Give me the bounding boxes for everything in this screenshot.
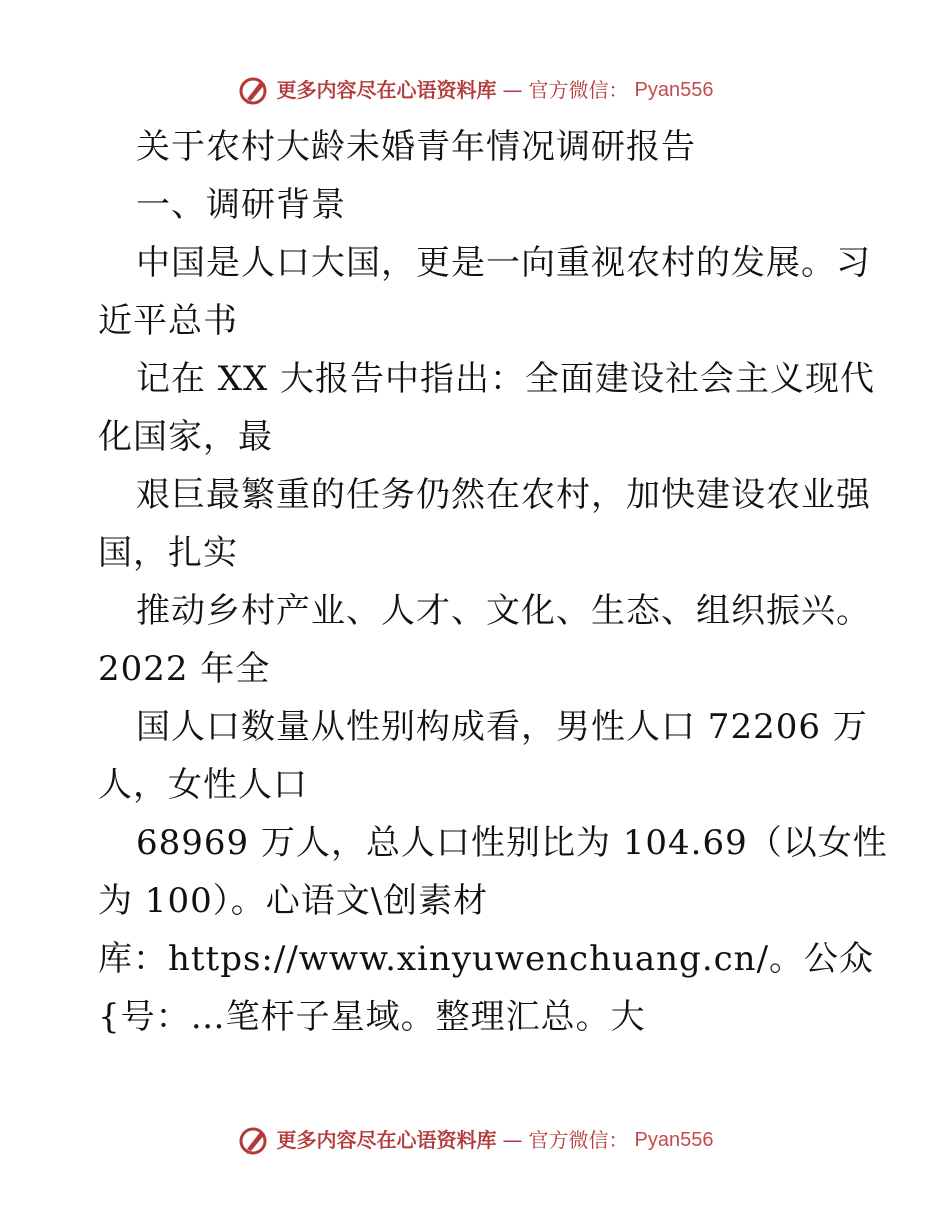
paragraph-line: 库：https://www.xinyuwenchuang.cn/。公众 — [98, 939, 875, 979]
paragraph-line: 2022 年全 — [98, 649, 271, 689]
header-banner — [0, 68, 950, 112]
paragraph-line: 国，扎实 — [98, 533, 238, 573]
pen-logo-icon — [237, 73, 271, 107]
header-wechat-label: 官方微信： — [528, 78, 629, 102]
paragraph-line: 为 100）。心语文\创素材 — [98, 881, 489, 921]
paragraph-line: 68969 万人，总人口性别比为 104.69（以女性 — [136, 823, 888, 863]
footer-promo-text: 更多内容尽在心语资料库 — [276, 1128, 497, 1152]
paragraph-line: 人，女性人口 — [98, 765, 308, 805]
header-promo-text: 更多内容尽在心语资料库 — [276, 78, 497, 102]
paragraph-line: 推动乡村产业、人才、文化、生态、组织振兴。 — [136, 591, 871, 631]
document-body — [98, 118, 888, 1046]
header-separator: — — [502, 78, 523, 102]
footer-banner — [0, 1118, 950, 1162]
paragraph-line: 化国家，最 — [98, 417, 273, 457]
paragraph-line: 近平总书 — [98, 301, 238, 341]
footer-separator: — — [502, 1128, 523, 1152]
document-title: 关于农村大龄未婚青年情况调研报告 — [136, 127, 696, 167]
paragraph-line: 中国是人口大国，更是一向重视农村的发展。习 — [136, 243, 871, 283]
footer-wechat-id: Pyan556 — [634, 1129, 714, 1151]
section-heading: 一、调研背景 — [136, 185, 346, 225]
paragraph-line: 记在 XX 大报告中指出：全面建设社会主义现代 — [136, 359, 876, 399]
header-wechat-id: Pyan556 — [634, 79, 714, 101]
pen-logo-icon — [237, 1123, 271, 1157]
paragraph-line: 国人口数量从性别构成看，男性人口 72206 万 — [136, 707, 868, 747]
paragraph-line: 艰巨最繁重的任务仍然在农村，加快建设农业强 — [136, 475, 871, 515]
paragraph-line: {号：…笔杆子星域。整理汇总。大 — [98, 997, 646, 1037]
footer-wechat-label: 官方微信： — [528, 1128, 629, 1152]
